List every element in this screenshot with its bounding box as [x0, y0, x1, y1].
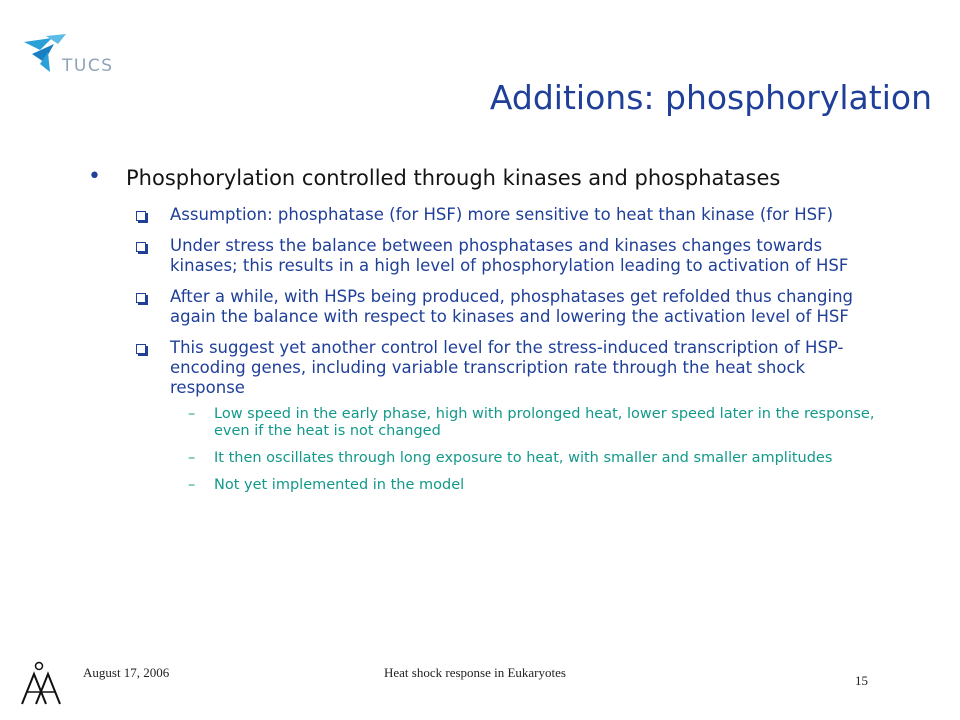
dash-bullet-icon: –: [188, 406, 196, 422]
abo-akademi-logo-icon: [18, 660, 64, 706]
sub-bullet: [88, 287, 878, 327]
slide-content: [88, 165, 878, 504]
sub-bullet-text: Under stress the balance between phosphatases and kinases changes towards kinases; this results in a high level of phosphorylation leading to activation of HSF: [170, 236, 849, 275]
sub-bullet-text: After a while, with HSPs being produced, phosphatases get refolded thus changing again the balance with respect to kinases and lowering the activation level of HSF: [170, 287, 854, 326]
page-number: 15: [855, 673, 868, 688]
slide-title: Additions: phosphorylation: [489, 78, 932, 117]
footer-date: August 17, 2006: [83, 665, 170, 680]
dash-bullet-icon: –: [188, 477, 196, 493]
dash-bullet-icon: –: [188, 450, 196, 466]
sub-bullet: [88, 205, 878, 225]
sub-bullet: [88, 338, 878, 398]
sub-bullet-text: Assumption: phosphatase (for HSF) more sensitive to heat than kinase (for HSF): [170, 205, 834, 224]
square-bullet-icon: [136, 211, 146, 221]
sub-sub-bullet: [88, 450, 878, 467]
sub-sub-bullet: [88, 406, 878, 440]
footer-title: Heat shock response in Eukaryotes: [384, 665, 566, 680]
square-bullet-icon: [136, 344, 146, 354]
main-bullet-text: Phosphorylation controlled through kinases and phosphatases: [126, 166, 781, 190]
sub-sub-bullet-text: Low speed in the early phase, high with prolonged heat, lower speed later in the response, even if the heat is not changed: [214, 406, 875, 439]
sub-bullet: [88, 236, 878, 276]
main-bullet: [88, 165, 878, 191]
bullet-dot-icon: •: [88, 164, 101, 189]
sub-sub-bullet-text: Not yet implemented in the model: [214, 477, 465, 493]
tucs-logo-text: TUCS: [62, 56, 114, 76]
square-bullet-icon: [136, 242, 146, 252]
sub-sub-bullet: [88, 477, 878, 494]
square-bullet-icon: [136, 293, 146, 303]
sub-sub-bullet-text: It then oscillates through long exposure to heat, with smaller and smaller amplitudes: [214, 450, 833, 466]
sub-bullet-text: This suggest yet another control level for the stress-induced transcription of HSP-encoding genes, including variable transcription rate through the heat shock response: [170, 338, 844, 397]
